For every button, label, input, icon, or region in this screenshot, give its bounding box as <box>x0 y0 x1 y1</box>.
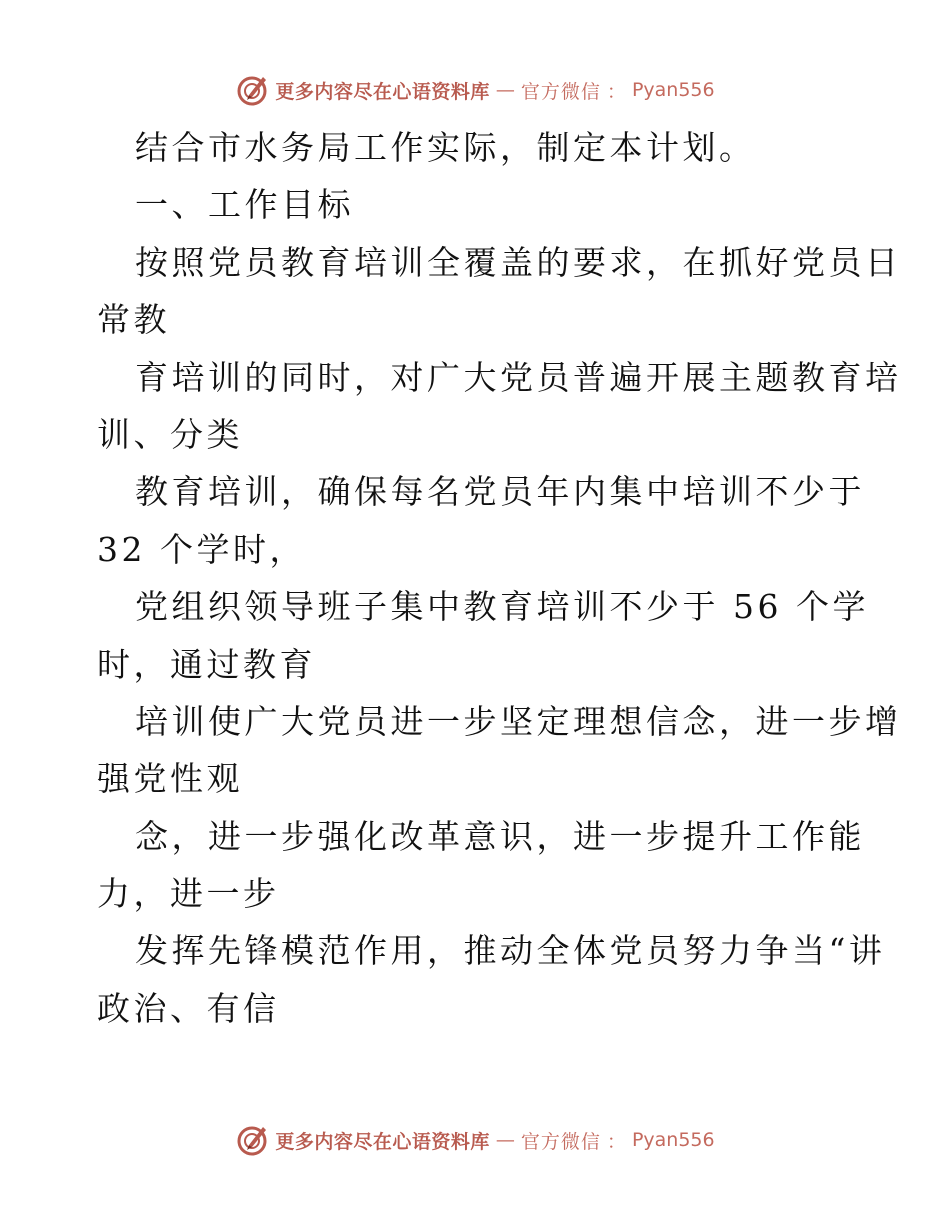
body-line: 念，进一步强化改革意识，进一步提升工作能 <box>135 816 865 856</box>
body-line: 力，进一步 <box>97 874 280 914</box>
document-body <box>97 119 902 1037</box>
banner-colon: ： <box>606 1130 626 1153</box>
body-line: 发挥先锋模范作用，推动全体党员努力争当“讲 <box>135 931 886 971</box>
banner-wechat-label: 官方微信 <box>520 80 601 103</box>
body-line: 强党性观 <box>97 759 243 799</box>
body-line: 常教 <box>97 300 170 340</box>
quill-pen-seal-icon <box>235 73 269 107</box>
body-line: 党组织领导班子集中教育培训不少于 56 个学 <box>135 587 869 627</box>
banner-dash: — <box>495 79 515 101</box>
banner-wechat-id: Pyan556 <box>631 1129 715 1151</box>
section-heading: 一、工作目标 <box>135 185 354 225</box>
footer-watermark-banner <box>0 1120 950 1160</box>
banner-colon: ： <box>606 80 626 103</box>
body-line: 时，通过教育 <box>97 644 316 684</box>
header-watermark-banner <box>0 70 950 110</box>
banner-wechat-id: Pyan556 <box>631 79 715 101</box>
banner-dash: — <box>495 1129 515 1151</box>
body-line: 培训使广大党员进一步坚定理想信念，进一步增 <box>135 701 902 741</box>
body-line: 结合市水务局工作实际，制定本计划。 <box>135 128 756 167</box>
body-line: 32 个学时， <box>97 529 306 569</box>
banner-wechat-label: 官方微信 <box>520 1130 601 1153</box>
body-line: 政治、有信 <box>97 988 280 1028</box>
body-line: 按照党员教育培训全覆盖的要求，在抓好党员日 <box>135 242 902 282</box>
quill-pen-seal-icon <box>235 1123 269 1157</box>
body-line: 教育培训，确保每名党员年内集中培训不少于 <box>135 472 865 512</box>
body-line: 育培训的同时，对广大党员普遍开展主题教育培 <box>135 357 902 397</box>
banner-site-text: 更多内容尽在心语资料库 <box>275 80 490 103</box>
banner-site-text: 更多内容尽在心语资料库 <box>275 1130 490 1153</box>
body-line: 训、分类 <box>97 414 243 454</box>
